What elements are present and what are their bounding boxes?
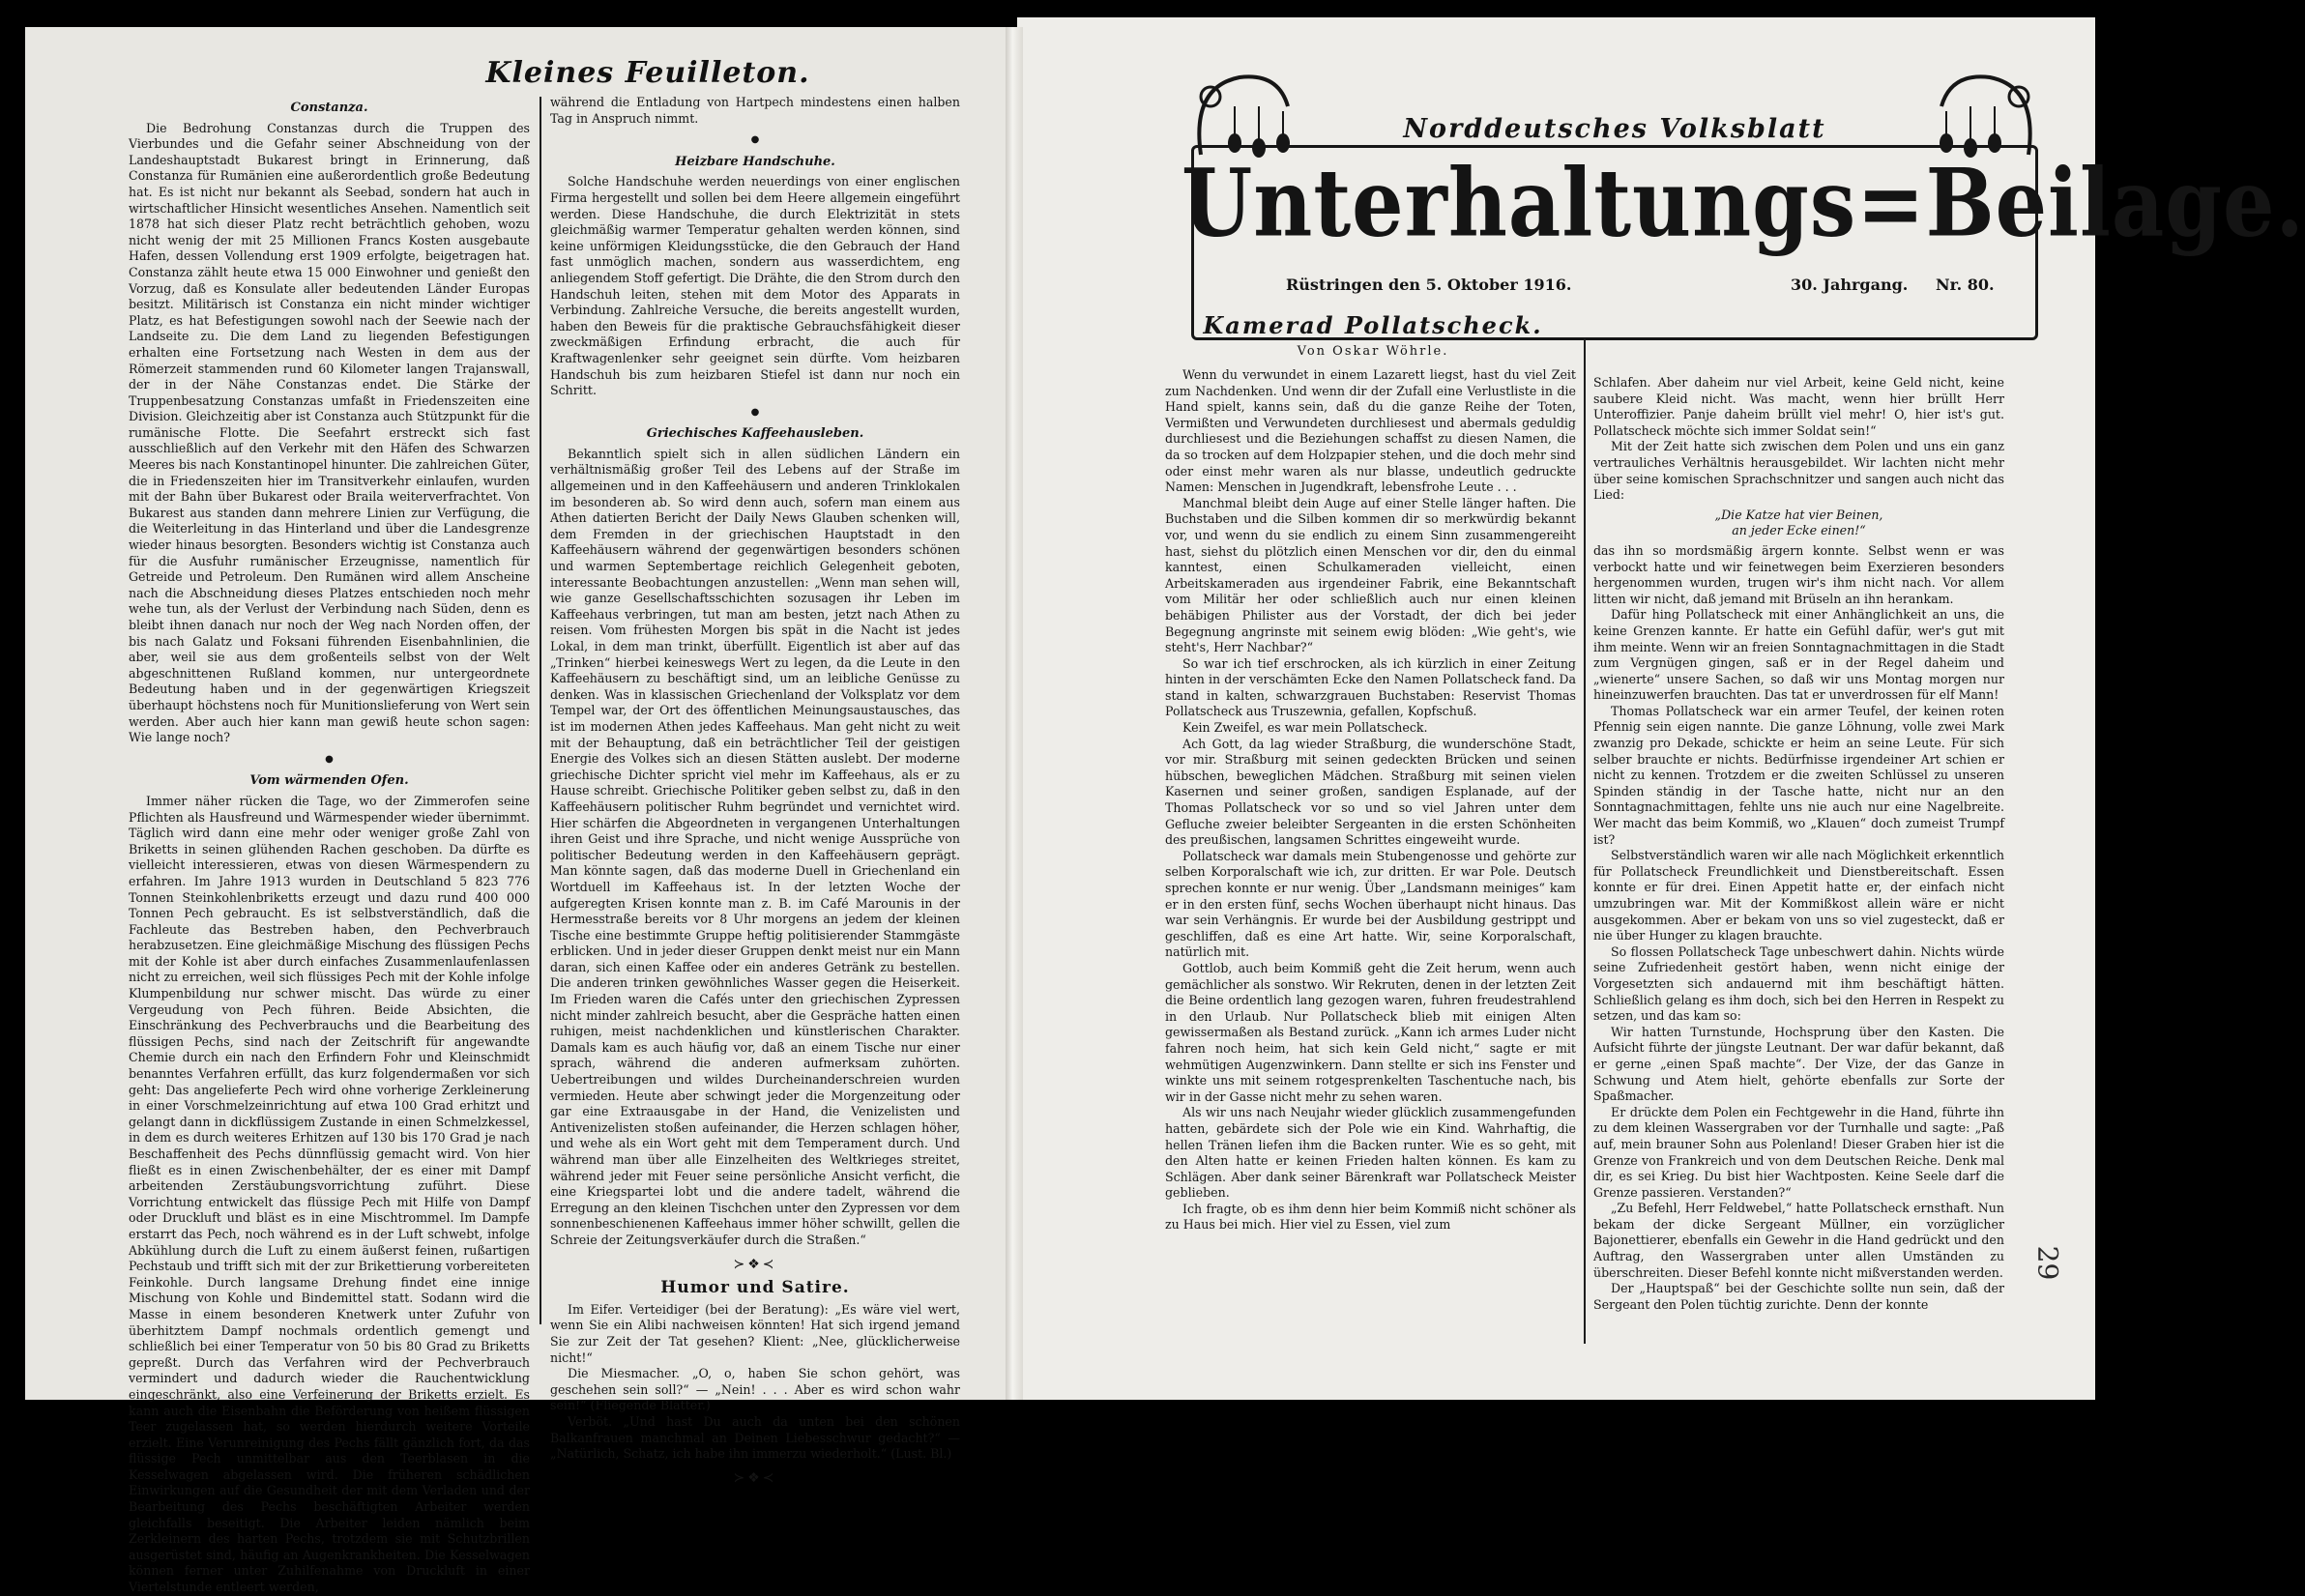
page-gutter xyxy=(1006,27,1023,1400)
separator-dot: ● xyxy=(325,753,334,765)
issue-number: Nr. 80. xyxy=(1936,276,1995,294)
issue-date: Rüstringen den 5. Oktober 1916. xyxy=(1286,276,1572,294)
song-verse-line: an jeder Ecke einen!“ xyxy=(1732,523,1866,538)
section-heading-humor: Humor und Satire. xyxy=(660,1278,850,1298)
song-verse xyxy=(1593,508,2004,539)
article-ofen-continued: während die Entladung von Hartpech mindestens einen halben Tag in Anspruch nimmt. xyxy=(550,95,960,126)
right-column-1 xyxy=(1165,367,1576,1344)
article-kaffeehaus: Bekanntlich spielt sich in allen südlichen Ländern ein verhältnismäßig großer Teil des Lebens auf der Straße im allgemeinen und in den Kaffeehäusern und anderen Trinklokalen im besonderen ab. So wird denn auch, sofern man einem aus Athen datierten Bericht der Daily News Glauben schenken will, dem Fremden in der griechischen Hauptstadt in den Kaffeehäusern während der gegenwärtigen besonders schönen und warmen Septembertage reichlich Gelegenheit geboten, interessante Beobachtungen anzustellen: „Wenn man sehen will, wie ganze Gesellschaftsschichten sozusagen ihr Leben im Kaffeehaus verbringen, tut man am besten, jetzt nach Athen zu reisen. Vom frühesten Morgen bis spät in die Nacht ist jedes Lokal, in dem man trinkt, überfüllt. Eigentlich ist aber auf das „Trinken“ hierbei keineswegs Wert zu legen, da die Leute in den Kaffeehäusern zu beschäftigt sind, um an leibliche Genüsse zu denken. Was in klassischen Griechenland der Volksplatz vor dem Tempel war, der Ort des öffentlichen Meinungsaustausches, das ist im modernen Athen jedes Kaffeehaus. Man geht nicht zu weit mit der Behauptung, daß ein beträchtlicher Teil der geistigen Energie des Volkes sich an diesen Stätten auslebt. Der moderne griechische Dichter spricht viel mehr im Kaffeehaus, als er zu Hause schreibt. Griechische Politiker geben selbst zu, daß in den Kaffeehäusern politischer Ruhm begründet und vernichtet wird. Hier schärfen die Abgeordneten in vergangenen Unterhaltungen ihren Geist und ihre Sprache, und nicht wenige Aussprüche von politischer Bedeutung werden in den Kaffeehäusern geprägt. Man könnte sagen, daß das moderne Duell in Griechenland ein Wortduell im Kaffeehaus ist. In der letzten Woche der aufgeregten Krisen konnte man z. B. im Café Marounis in der Hermesstraße bereits vor 8 Uhr morgens an jedem der kleinen Tische eine bestimmte Gruppe heftig politisierender Stammgäste erblicken. Und in jeder dieser Gruppen denkt meist nur ein Mann daran, sich einen Kaffee oder ein anderes Getränk zu bestellen. Die anderen trinken gewöhnliches Wasser gegen die Heiserkeit. Im Frieden waren die Cafés unter den griechischen Zypressen nicht minder zahlreich besucht, aber die Gespräche hatten einen ruhigen, meist nachdenklichen und künstlerischen Charakter. Damals kam es auch häufig vor, daß an einem Tische nur einer sprach, während die anderen aufmerksam zuhörten. Uebertreibungen und wildes Durcheinanderschreien wurden vermieden. Heute aber schwingt jeder die Morgenzeitung oder gar eine Extraausgabe in der Hand, die Venizelisten und Antivenizelisten stoßen aufeinander, die Herzen schlagen höher, und wehe als ein Wort geht mit dem Temperament durch. Und während man über alle Einzelheiten des Weltkrieges streitet, während jeder mit Feuer seine persönliche Ansicht verficht, die eine Kriegspartei lobt und die andere tadelt, während die Erregung an den kleinen Tischchen unter den Zypressen vor dem sonnenbeschienenen Kaffeehaus immer höher schwillt, gellen die Schreie der Zeitungsverkäufer durch die Straßen.“ xyxy=(550,446,960,1247)
separator-dot: ● xyxy=(750,134,760,146)
article-byline: Von Oskar Wöhrle. xyxy=(1297,344,1449,359)
story-paragraph: So war ich tief erschrocken, als ich kürzlich in einer Zeitung hinten in der verschämten Ecke den Namen Pollatscheck fand. Da stand in kalten, schwarzgrauen Buchstaben: Reservist Thomas Pollatscheck aus Truszewnia, gefallen, Kopfschuß. xyxy=(1165,655,1576,719)
left-column-2 xyxy=(550,95,960,1486)
article-handschuhe: Solche Handschuhe werden neuerdings von einer englischen Firma hergestellt und sollen bei dem Heere allgemein eingeführt werden. Diese Handschuhe, die durch Elektrizität in stets gleichmäßig warmer Temperatur gehalten werden können, sind keine unförmigen Kleidungsstücke, die den Gebrauch der Hand fast unmöglich machen, sondern aus wasserdichtem, eng anliegendem Stoff gefertigt. Die Drähte, die den Strom durch den Handschuh leiten, stehen mit dem Motor des Apparats in Verbindung. Zahlreiche Versuche, die bereits angestellt wurden, haben den Beweis für die praktische Gebrauchsfähigkeit dieser zweckmäßigen Erfindung erbracht, die auch für Kraftwagenlenker sehr geeignet sein dürfte. Vom heizbaren Handschuh bis zum heizbaren Stiefel ist dann nur noch ein Schritt. xyxy=(550,174,960,398)
song-verse-line: „Die Katze hat vier Beinen, xyxy=(1714,507,1883,522)
paper-name: Norddeutsches Volksblatt xyxy=(1403,114,1826,144)
ornament-divider: ≻❖≺ xyxy=(733,1469,777,1486)
supplement-title: Unterhaltungs=Beilage. xyxy=(1182,147,2305,258)
right-column-2 xyxy=(1593,375,2004,1344)
story-paragraph: Als wir uns nach Neujahr wieder glücklich zusammengefunden hatten, gebärdete sich der Pole wie ein Kind. Wahrhaftig, die hellen Tränen liefen ihm die Backen runter. Wie es so geht, mit den Alten hatte er keinen Frieden halten können. Es kam zu Schlägen. Aber dank seiner Bärenkraft war Pollatscheck Meister geblieben. xyxy=(1165,1105,1576,1201)
story-paragraph: Wenn du verwundet in einem Lazarett liegst, hast du viel Zeit zum Nachdenken. Und wenn dir der Zufall eine Verlustliste in die Hand spielt, kanns sein, daß du die ganze Reihe der Toten, Vermißten und Verwundeten durchliesest und abermals geduldig durchliesest und die Beziehungen schaffst zu diesen Namen, die da so trocken auf dem Holzpapier stehen, und die doch mehr sind oder einst mehr waren als nur blasse, undeutlich gedruckte Namen: Menschen in Jugendkraft, lebensfrohe Leute . . . xyxy=(1165,367,1576,495)
joke-verboet: Verböt. „Und hast Du auch da unten bei den schönen Balkanfrauen manchmal an Deinen Liebesschwur gedacht?“ — „Natürlich, Schatz, ich habe ihn immerzu wiederholt.“ (Lust. Bl.) xyxy=(550,1413,960,1462)
column-rule xyxy=(1584,338,1586,1344)
section-heading-handschuhe: Heizbare Handschuhe. xyxy=(675,154,835,169)
feuilleton-title: Kleines Feuilleton. xyxy=(485,56,810,90)
story-paragraph: Manchmal bleibt dein Auge auf einer Stelle länger haften. Die Buchstaben und die Silben kommen dir so merkwürdig bekannt vor, und wenn du sie endlich zu einem Sinn zusammengereiht hast, siehst du plötzlich einen Menschen vor dir, den du einmal kanntest, einen Schulkameraden vielleicht, einen Arbeitskameraden aus irgendeiner Fabrik, eine Bekanntschaft vom Militär her oder schließlich auch nur einen kleinen behäbigen Philister aus der Vorstadt, der dich bei jeder Begegnung angrinste mit seinem ewig blöden: „Wie geht's, wie steht's, Herr Nachbar?“ xyxy=(1165,495,1576,655)
article-ofen: Immer näher rücken die Tage, wo der Zimmerofen seine Pflichten als Hausfreund und Wärmespender wieder übernimmt. Täglich wird dann eine mehr oder weniger große Zahl von Briketts in seinen glühenden Rachen geschoben. Da dürfte es vielleicht interessieren, etwas von diesen Wärmespendern zu erfahren. Im Jahre 1913 wurden in Deutschland 5 823 776 Tonnen Steinkohlenbriketts erzeugt und dazu rund 400 000 Tonnen Pech gebraucht. Es ist selbstverständlich, daß die Fachleute das Bestreben haben, den Pechverbrauch herabzusetzen. Eine gleichmäßige Mischung des flüssigen Pechs mit der Kohle ist aber durch einfaches Zusammenlaufenlassen nicht zu erreichen, weil sich flüssiges Pech mit der Kohle infolge Klumpenbildung nur schwer mischt. Das würde zu einer Vergeudung von Pech führen. Beide Absichten, die Einschränkung des Pechverbrauchs und die Bearbeitung des flüssigen Pechs, sind nach der Zeitschrift für angewandte Chemie durch ein nach den Erfindern Fohr und Kleinschmidt benanntes Verfahren erfüllt, das kurz folgendermaßen vor sich geht: Das angelieferte Pech wird ohne vorherige Zerkleinerung in einer Vorschmelzeinrichtung auf etwa 100 Grad erhitzt und gelangt dann in dickflüssigem Zustande in einen Schmelzkessel, in dem es durch weiteres Erhitzen auf 130 bis 170 Grad je nach Beschaffenheit des Pechs dünnflüssig gemacht wird. Von hier fließt es in einen Zwischenbehälter, der es einer mit Dampf arbeitenden Zerstäubungsvorrichtung zuführt. Diese Vorrichtung entwickelt das flüssige Pech mit Hilfe von Dampf oder Druckluft und bläst es in eine Mischtrommel. Im Dampfe erstarrt das Pech, noch während es in der Luft schwebt, infolge Abkühlung durch die Luft zu einem äußerst feinen, rußartigen Pechstaub und trifft sich mit der zur Brikettierung vorbereiteten Feinkohle. Durch langsame Drehung findet eine innige Mischung von Kohle und Bindemittel statt. Sodann wird die Masse in einem besonderen Knetwerk unter Zufuhr von überhitztem Dampf nochmals ordentlich gemengt und schließlich bei einer Temperatur von 50 bis 80 Grad zu Briketts gepreßt. Durch das Verfahren wird der Pechverbrauch vermindert und dadurch wieder die Rauchentwicklung eingeschränkt, also eine Verfeinerung der Briketts erzielt. Es kann auch die Eisenbahn die Beförderung von heißem flüssigen Teer zugelassen hat, so werden hierdurch weitere Vorteile erzielt. Eine Verunreinigung des Pechs fällt gänzlich fort, da das flüssige Pech unmittelbar aus den Teerblasen in die Kesselwagen abgelassen wird. Die früheren schädlichen Einwirkungen auf die Gesundheit der mit dem Verladen und der Bearbeitung des Pechs beschäftigten Arbeiter werden gleichfalls beseitigt. Die Arbeiter leiden nämlich beim Zerkleinern des harten Pechs, trotzdem sie mit Schutzbrillen ausgerüstet sind, häufig an Augenkrankheiten. Die Kesselwagen können ferner unter Zuhilfenahme von Druckluft in einer Viertelstunde entleert werden, xyxy=(129,793,530,1595)
page-number: 29 xyxy=(2031,1245,2064,1281)
section-heading-kaffeehaus: Griechisches Kaffeehausleben. xyxy=(646,426,864,442)
story-paragraph: „Zu Befehl, Herr Feldwebel,“ hatte Pollatscheck ernsthaft. Nun bekam der dicke Sergeant Müllner, ein vorzüglicher Bajonettierer, ebenfalls ein Gewehr in die Hand gedrückt und den Auftrag, den Wassergraben unter allen Umständen zu überschreiten. Dieser Befehl konnte nicht mißverstanden werden. xyxy=(1593,1201,2004,1280)
story-paragraph: das ihn so mordsmäßig ärgern konnte. Selbst wenn er was verbockt hatte und wir feinetwegen beim Exerzieren besonders hergenommen wurden, trugen wir's ihm nicht nach. Vor allem litten wir nicht, daß jemand mit Brüseln an ihn herankam. xyxy=(1593,542,2004,606)
story-paragraph: Kein Zweifel, es war mein Pollatscheck. xyxy=(1182,720,1428,736)
separator-dot: ● xyxy=(750,406,760,418)
joke-miesmacher: Die Miesmacher. „O, o, haben Sie schon gehört, was geschehen sein soll?“ — „Nein! . . . Aber es wird schon wahr sein!“ (Fliegende Blätter.) xyxy=(550,1366,960,1413)
story-paragraph: Schlafen. Aber daheim nur viel Arbeit, keine Geld nicht, keine saubere Kleid nicht. Was macht, wenn hier brüllt Herr Unteroffizier. Panje daheim brüllt viel mehr! O, hier ist's gut. Pollatscheck möchte sich immer Soldat sein!“ xyxy=(1593,375,2004,438)
left-column-1 xyxy=(129,95,530,1595)
section-heading-constanza: Constanza. xyxy=(290,101,368,115)
joke-eifer: Im Eifer. Verteidiger (bei der Beratung): „Es wäre viel wert, wenn Sie ein Alibi nachweisen könnten! Hat sich irgend jemand Sie zur Zeit der Tat gesehen? Klient: „Nee, glücklicherweise nicht!“ xyxy=(550,1301,960,1365)
story-paragraph: Mit der Zeit hatte sich zwischen dem Polen und uns ein ganz vertrauliches Verhältnis herausgebildet. Wir lachten nicht mehr über seine komischen Sprachschnitzer und sangen auch nicht das Lied: xyxy=(1593,439,2004,503)
story-paragraph: So flossen Pollatscheck Tage unbeschwert dahin. Nichts würde seine Zufriedenheit gestört haben, wenn nicht einige der Vorgesetzten sich andauernd mit ihm beschäftigt hätten. Schließlich gelang es ihm doch, sich bei den Herren in Respekt zu setzen, und das kam so: xyxy=(1593,943,2004,1024)
story-paragraph: Wir hatten Turnstunde, Hochsprung über den Kasten. Die Aufsicht führte der jüngste Leutnant. Der war dafür bekannt, daß er gerne „einen Spaß machte“. Der Vize, der das Ganze in Schwung und Atem hielt, gehörte ebenfalls zur Sorte der Spaßmacher. xyxy=(1593,1024,2004,1104)
story-paragraph: Er drückte dem Polen ein Fechtgewehr in die Hand, führte ihn zu dem kleinen Wassergraben vor der Turnhalle und sagte: „Paß auf, mein brauner Sohn aus Polenland! Dieser Graben hier ist die Grenze von Frankreich und von dem Deutschen Reiche. Denk mal dir, es sei Krieg. Du bist hier Wachtposten. Keine Seele darf die Grenze passieren. Verstanden?“ xyxy=(1593,1104,2004,1200)
story-paragraph: Ach Gott, da lag wieder Straßburg, die wunderschöne Stadt, vor mir. Straßburg mit seinen gedeckten Brücken und seinen hübschen, beweglichen Mädchen. Straßburg mit seinen vielen Kasernen und seiner großen, sandigen Esplanade, auf der Thomas Pollatscheck vor so und so viel Jahren unter dem Gefluche zweier beleibter Sergeanten in die ersten Schönheiten des preußischen, langsamen Schrittes eingeweiht wurde. xyxy=(1165,736,1576,848)
article-constanza: Die Bedrohung Constanzas durch die Truppen des Vierbundes und die Gefahr seiner Abschneidung von der Landeshauptstadt Bukarest bringt in Erinnerung, daß Constanza für Rumänien eine außerordentlich große Bedeutung hat. Es ist nicht nur bekannt als Seebad, sondern hat auch in wirtschaftlicher Hinsicht wesentliches Ansehen. Namentlich seit 1878 hat sich dieser Platz recht beträchtlich gehoben, wozu nicht wenig der mit 25 Millionen Francs Kosten ausgebaute Hafen, dessen Vollendung erst 1909 erfolgte, beigetragen hat. Constanza zählt heute etwa 15 000 Einwohner und genießt den Vorzug, daß es Konsulate aller bedeutenden Länder Europas besitzt. Militärisch ist Constanza ein nicht minder wichtiger Platz, es hat Befestigungen sowohl nach der Seewie nach der Landseite zu. Die dem Land zu liegenden Befestigungen erhalten eine Fortsetzung nach Westen in dem aus der Römerzeit stammenden rund 60 Kilometer langen Trajanswall, der in der Nähe Constanzas endet. Die Stärke der Truppenbesatzung Constanzas umfaßt in Friedenszeiten eine Division. Gleichzeitig aber ist Constanza auch Stützpunkt für die rumänische Flotte. Die Seefahrt erstreckt sich fast ausschließlich auf den Verkehr mit den Häfen des Schwarzen Meeres bis nach Konstantinopel hinunter. Die zahlreichen Güter, die in Friedenszeiten hier im Transitverkehr einlaufen, wurden mit der Bahn über Bukarest oder Braila weiterverfrachtet. Von Bukarest aus standen dann mehrere Linien zur Verfügung, die die Weiterleitung in das Hinterland und über die Landesgrenze wieder hinaus besorgten. Besonders wichtig ist Constanza auch für die Ausfuhr rumänischer Erzeugnisse, namentlich für Getreide und Petroleum. Den Rumänen wird allem Anscheine nach die Abschneidung dieses Platzes entschieden noch mehr wehe tun, als der Verlust der Verbindung nach Süden, denn es bleibt ihnen danach nur noch der Weg nach Norden offen, der bis nach Galatz und Foksani führenden Eisenbahnlinien, die aber, weil sie aus dem großenteils selbst von der Welt abgeschnittenen Rußland kommen, nur untergeordnete Bedeutung haben und in der gegenwärtigen Kriegszeit überhaupt höchstens noch für Munitionslieferung von Wert sein werden. Aber auch hier kann man gewiß heute schon sagen: Wie lange noch? xyxy=(129,120,530,745)
story-paragraph: Selbstverständlich waren wir alle nach Möglichkeit erkenntlich für Pollatscheck Freundlichkeit und Dienstbereitschaft. Essen konnte er für drei. Einen Appetit hatte er, der einfach nicht umzubringen war. Mit der Kommißkost allein wäre er nicht ausgekommen. Aber er bekam von uns so viel zugesteckt, daß er nie über Hunger zu klagen brauchte. xyxy=(1593,848,2004,943)
story-paragraph: Dafür hing Pollatscheck mit einer Anhänglichkeit an uns, die keine Grenzen kannte. Er hatte ein Gefühl dafür, wer's gut mit ihm meinte. Wenn wir an freien Sonntagnachmittagen in die Stadt zum Vergnügen gingen, saß er in der Regel daheim und „wienerte“ unsere Sachen, so daß wir uns Montag morgen nur hineinzuwerfen brauchten. Das tat er unverdrossen für elf Mann! xyxy=(1593,607,2004,703)
story-paragraph: Gottlob, auch beim Kommiß geht die Zeit herum, wenn auch gemächlicher als sonstwo. Wir Rekruten, denen in der letzten Zeit die Beine ordentlich lang gezogen waren, fuhren freudestrahlend in den Urlaub. Nur Pollatscheck blieb mit einigen Alten gewissermaßen als Bestand zurück. „Kann ich armes Luder nicht fahren noch heim, hat sich kein Geld nicht,“ sagte er mit wehmütigen Augenzwinkern. Dann stellte er sich ins Fenster und winkte uns mit seinem rotgesprenkelten Taschentuche nach, bis wir in der Gasse nicht mehr zu sehen waren. xyxy=(1165,960,1576,1104)
section-heading-ofen: Vom wärmenden Ofen. xyxy=(249,773,409,789)
story-paragraph: Ich fragte, ob es ihm denn hier beim Kommiß nicht schöner als zu Haus bei mich. Hier viel zu Essen, viel zum xyxy=(1165,1201,1576,1233)
ornament-divider: ≻❖≺ xyxy=(733,1256,777,1272)
story-paragraph: Thomas Pollatscheck war ein armer Teufel, der keinen roten Pfennig sein eigen nannte. Die ganze Löhnung, volle zwei Mark zwanzig pro Dekade, schickte er heim an seine Leute. Für sich selber brauchte er nichts. Bedürfnisse irgendeiner Art schien er nicht zu kennen. Trotzdem er die zweiten Schlüssel zu unseren Spinden ständig in der Tasche hatte, nicht nur an den Sonntagnachmittagen, fehlte uns nie auch nur eine Nagelbreite. Wer macht das beim Kommiß, wo „Klauen“ doch zumeist Trumpf ist? xyxy=(1593,703,2004,847)
article-title: Kamerad Pollatscheck. xyxy=(1203,311,1543,339)
story-paragraph: Pollatscheck war damals mein Stubengenosse und gehörte zur selben Korporalschaft wie ich, zur dritten. Er war Pole. Deutsch sprechen konnte er nur wenig. Über „Landsmann meiniges“ kam er in den ersten fünf, sechs Wochen überhaupt nicht hinaus. Das war sein Verhängnis. Er wurde bei der Ausbildung gestrippt und geschliffen, daß es eine Art hatte. Wir, seine Korporalschaft, natürlich mit. xyxy=(1165,848,1576,960)
column-rule xyxy=(540,97,541,1324)
story-paragraph: Der „Hauptspaß“ bei der Geschichte sollte nun sein, daß der Sergeant den Polen tüchtig zurichte. Denn der konnte xyxy=(1593,1281,2004,1312)
issue-volume: 30. Jahrgang. xyxy=(1791,276,1909,294)
